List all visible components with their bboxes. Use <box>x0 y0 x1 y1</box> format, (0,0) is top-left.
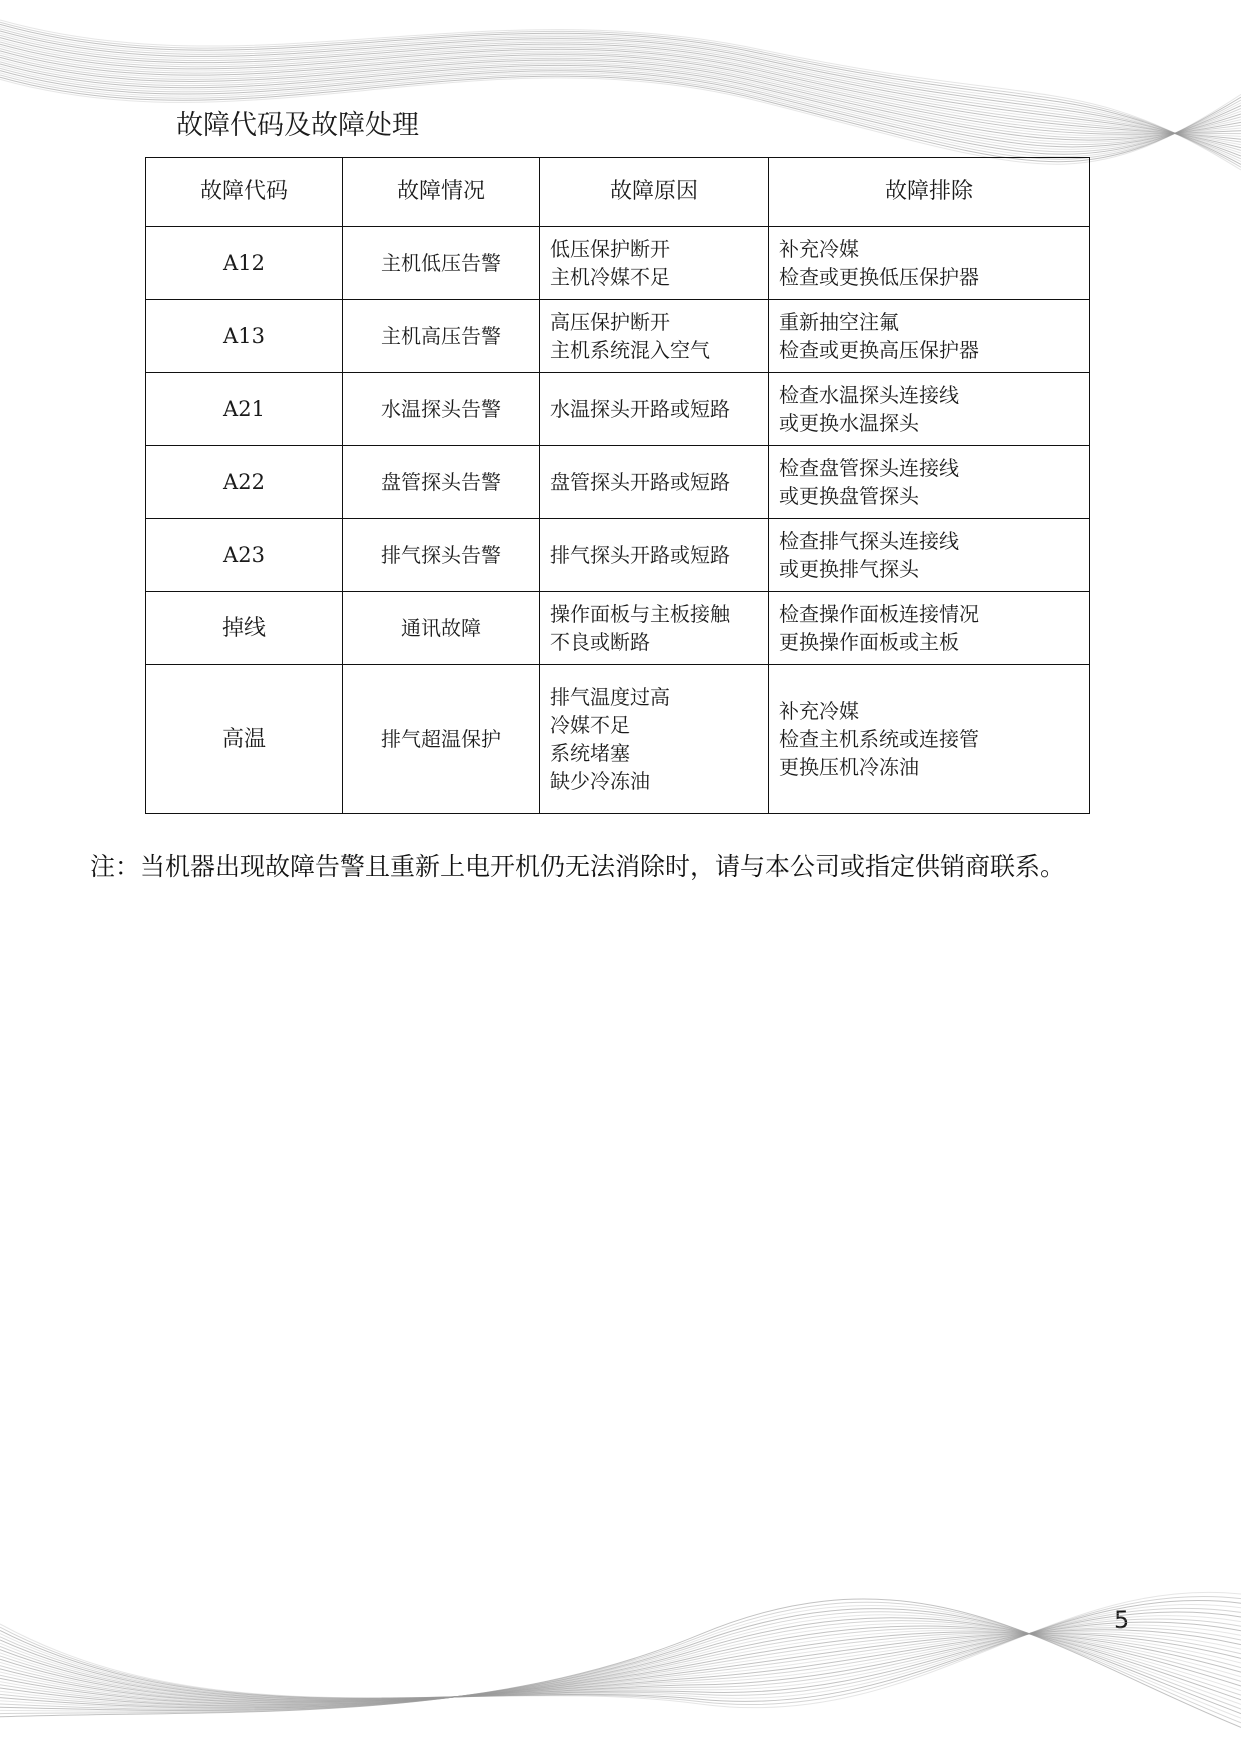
header-fault-cause: 故障原因 <box>540 158 769 227</box>
note-text: 注：当机器出现故障告警且重新上电开机仍无法消除时，请与本公司或指定供销商联系。 <box>90 852 1066 881</box>
troubleshooting <box>769 592 1090 665</box>
wave-line <box>0 1599 1241 1727</box>
wave-line <box>0 1623 1241 1706</box>
wave-line <box>0 1621 1241 1708</box>
wave-line <box>0 1619 1241 1700</box>
wave-line <box>0 1630 1241 1705</box>
fault-cause <box>540 373 769 446</box>
wave-line <box>0 20 1241 170</box>
wave-line <box>0 1628 1241 1705</box>
decorative-wave-bottom <box>0 1554 1241 1754</box>
wave-line <box>0 1605 1241 1718</box>
troubleshooting <box>769 300 1090 373</box>
fault-cause <box>540 519 769 592</box>
wave-line <box>0 1596 1241 1704</box>
troubleshooting-line: 补充冷媒 <box>779 699 859 723</box>
header-fault-situation: 故障情况 <box>343 158 540 227</box>
fault-code: A22 <box>223 470 265 494</box>
fault-code-cell <box>146 592 343 665</box>
troubleshooting <box>769 665 1090 814</box>
fault-code-cell <box>146 665 343 814</box>
wave-line <box>0 1633 1241 1704</box>
fault-cause-line: 冷媒不足 <box>550 713 630 737</box>
wave-line <box>0 1616 1241 1700</box>
wave-line <box>0 1600 1241 1701</box>
wave-line <box>0 1634 1241 1704</box>
troubleshooting-line: 或更换水温探头 <box>779 411 919 435</box>
wave-line <box>0 1632 1241 1703</box>
troubleshooting-line: 检查水温探头连接线 <box>779 383 959 407</box>
fault-cause-line: 主机系统混入空气 <box>550 338 710 362</box>
fault-cause-line: 低压保护断开 <box>550 237 670 261</box>
wave-line <box>0 1615 1241 1709</box>
wave-line <box>0 1632 1241 1705</box>
troubleshooting-line: 检查或更换高压保护器 <box>779 338 979 362</box>
troubleshooting-line: 或更换排气探头 <box>779 557 919 581</box>
wave-line <box>0 1626 1241 1706</box>
wave-line <box>0 1592 1241 1707</box>
wave-line <box>0 1625 1241 1701</box>
fault-code: A21 <box>223 397 265 421</box>
table-row <box>146 227 1090 300</box>
wave-line <box>0 1633 1241 1703</box>
fault-cause <box>540 446 769 519</box>
troubleshooting-line: 更换压机冷冻油 <box>779 755 919 779</box>
fault-cause-line: 排气探头开路或短路 <box>550 543 730 567</box>
fault-cause <box>540 227 769 300</box>
fault-cause-line: 操作面板与主板接触 <box>550 602 730 626</box>
header-fault-code: 故障代码 <box>146 158 343 227</box>
troubleshooting-line: 检查主机系统或连接管 <box>779 727 979 751</box>
troubleshooting-line: 检查操作面板连接情况 <box>779 602 979 626</box>
troubleshooting-line: 检查排气探头连接线 <box>779 529 959 553</box>
table-row <box>146 519 1090 592</box>
troubleshooting <box>769 373 1090 446</box>
troubleshooting <box>769 227 1090 300</box>
fault-cause-line: 系统堵塞 <box>550 741 630 765</box>
troubleshooting <box>769 519 1090 592</box>
wave-line <box>0 1618 1241 1708</box>
fault-code-cell <box>146 519 343 592</box>
wave-line <box>0 1612 1241 1710</box>
fault-situation: 排气超温保护 <box>343 665 540 814</box>
fault-cause-line: 水温探头开路或短路 <box>550 397 730 421</box>
fault-cause-line: 盘管探头开路或短路 <box>550 470 730 494</box>
table-row <box>146 373 1090 446</box>
fault-code: 高温 <box>221 726 266 752</box>
wave-line <box>0 1608 1241 1699</box>
wave-line <box>0 1612 1241 1699</box>
fault-code: A13 <box>223 324 265 348</box>
wave-line <box>0 1602 1241 1723</box>
fault-cause-line: 排气温度过高 <box>550 685 670 709</box>
fault-cause-line: 缺少冷冻油 <box>550 769 650 793</box>
wave-line <box>0 1604 1241 1698</box>
troubleshooting-line: 检查盘管探头连接线 <box>779 456 959 480</box>
fault-code-cell <box>146 446 343 519</box>
fault-code-cell <box>146 300 343 373</box>
troubleshooting-line: 或更换盘管探头 <box>779 484 919 508</box>
troubleshooting <box>769 446 1090 519</box>
wave-line <box>0 1609 1241 1714</box>
table-row <box>146 446 1090 519</box>
fault-table-body <box>146 227 1090 814</box>
page-title: 故障代码及故障处理 <box>176 110 419 141</box>
fault-code-cell <box>146 227 343 300</box>
table-row <box>146 592 1090 665</box>
fault-situation: 主机低压告警 <box>343 227 540 300</box>
table-row <box>146 300 1090 373</box>
fault-cause <box>540 300 769 373</box>
header-troubleshooting: 故障排除 <box>769 158 1090 227</box>
fault-cause <box>540 665 769 814</box>
fault-cause-line: 高压保护断开 <box>550 310 670 334</box>
troubleshooting-line: 检查或更换低压保护器 <box>779 265 979 289</box>
wave-line <box>0 1630 1241 1702</box>
wave-line <box>0 1634 1241 1704</box>
fault-cause <box>540 592 769 665</box>
troubleshooting-line: 补充冷媒 <box>779 237 859 261</box>
fault-code-cell <box>146 373 343 446</box>
table-row <box>146 665 1090 814</box>
fault-code-table <box>145 157 1090 814</box>
fault-code: 掉线 <box>221 615 266 641</box>
fault-cause-line: 不良或断路 <box>550 630 650 654</box>
table-header-row <box>146 158 1090 227</box>
fault-cause-line: 主机冷媒不足 <box>550 265 670 289</box>
fault-code: A12 <box>223 251 265 275</box>
fault-situation: 通讯故障 <box>343 592 540 665</box>
troubleshooting-line: 更换操作面板或主板 <box>779 630 959 654</box>
wave-line <box>0 1622 1241 1700</box>
fault-situation: 主机高压告警 <box>343 300 540 373</box>
wave-line <box>0 1628 1241 1702</box>
fault-situation: 盘管探头告警 <box>343 446 540 519</box>
fault-situation: 水温探头告警 <box>343 373 540 446</box>
page-number: 5 <box>1114 1606 1130 1634</box>
fault-code: A23 <box>223 543 265 567</box>
fault-situation: 排气探头告警 <box>343 519 540 592</box>
troubleshooting-line: 重新抽空注氟 <box>779 310 899 334</box>
